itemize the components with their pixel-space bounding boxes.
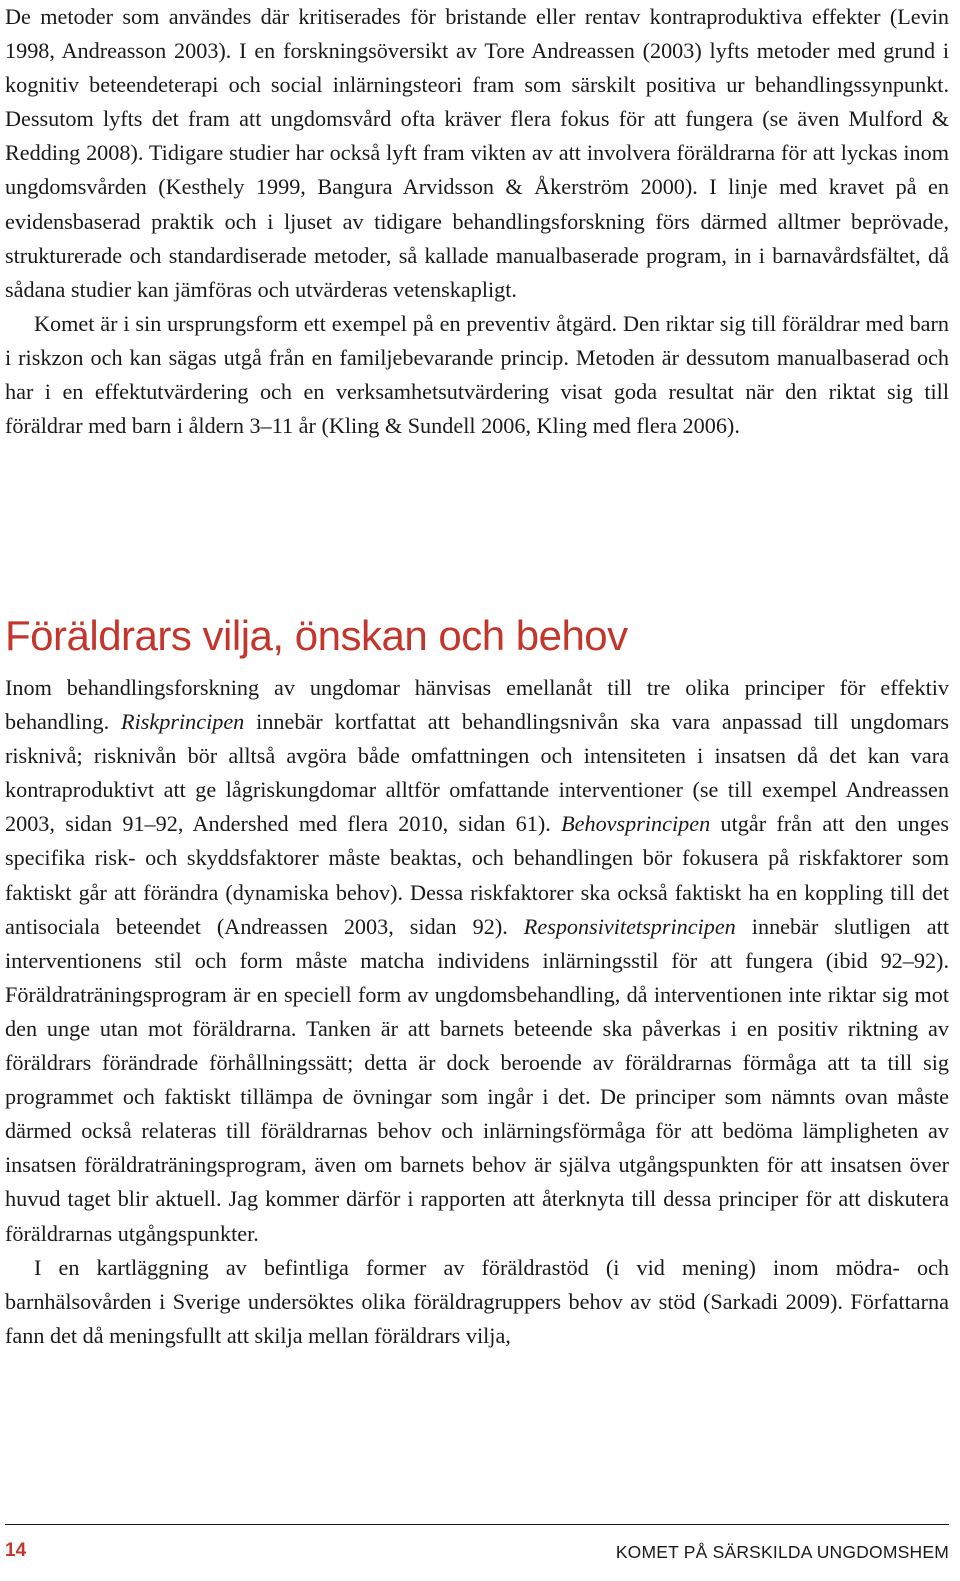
page-number: 14 <box>5 1540 27 1561</box>
section-paragraph-1 <box>5 671 949 1251</box>
body-paragraph-1: De metoder som användes där kritiserades för bristande eller rentav kontraproduktiva effekter (Levin 1998, Andreasson 2003). I en forskningsöversikt av Tore Andreassen (2003) lyfts metoder med grund i kognitiv beteendeterapi och social inlärningsteori fram som särskilt positiva ur behandlingssynpunkt. Dessutom lyfts det fram att ungdomsvård ofta kräver flera fokus för att fungera (se även Mulford & Redding 2008). Tidigare studier har också lyft fram vikten av att involvera föräldrarna för att lyckas inom ungdomsvården (Kesthely 1999, Bangura Arvidsson & Åkerström 2000). I linje med kravet på en evidensbaserad praktik och i ljuset av tidigare behandlingsforskning förs därmed alltmer beprövade, strukturerade och standardiserade metoder, så kallade manualbaserade program, in i barnavårdsfältet, då sådana studier kan jämföras och utvärderas vetenskapligt. <box>5 4 949 302</box>
section-text-block <box>5 671 949 1353</box>
term-responsivitetsprincipen: Responsivitetsprincipen <box>523 913 736 939</box>
section-heading: Föräldrars vilja, önskan och behov <box>5 612 628 659</box>
intro-text-block <box>5 0 949 443</box>
section-paragraph-1-part-a: Inom behandlingsforskning av ungdomar hänvisas emellanåt till tre olika principer för effektiv behandling. <box>5 675 949 735</box>
term-behovsprincipen: Behovsprincipen <box>561 811 711 837</box>
term-riskprincipen: Riskprincipen <box>121 709 245 735</box>
section-paragraph-1-part-b: innebär kortfattat att behandlingsnivån ska vara anpassad till ungdomars risknivå; risknivån bör alltså avgöra både omfattningen och intensiteten i insatsen då det kan vara kontraproduktivt att ge lågriskungdomar alltför omfattande interventioner (se till exempel Andreassen 2003, sidan 91–92, Andershed med flera 2010, sidan 61). <box>5 709 949 837</box>
section-paragraph-1-part-d: innebär slutligen att interventionens stil och form måste matcha individens inlärningsstil för att fungera (ibid 92–92). Föräldraträningsprogram är en speciell form av ungdomsbehandling, då interventionen inte riktar sig mot den unge utan mot föräldrarna. Tanken är att barnets beteende ska påverkas i en positiv riktning av föräldrars förändrade förhållningssätt; detta är dock beroende av föräldrarnas förmåga att ta till sig programmet och faktiskt tillämpa de övningar som ingår i det. De principer som nämnts ovan måste därmed också relateras till föräldrarnas behov och inlärningsförmåga för att bedöma lämpligheten av insatsen föräldraträningsprogram, även om barnets behov är själva utgångspunkten för att insatsen över huvud taget blir aktuell. Jag kommer därför i rapporten att återknyta till dessa principer för att diskutera föräldrarnas utgångspunkter. <box>5 913 949 1246</box>
section-paragraph-1-part-c: utgår från att den unges specifika risk- och skyddsfaktorer måste beaktas, och behandlingen bör fokusera på riskfaktorer som faktiskt går att förändra (dynamiska behov). Dessa riskfaktorer ska också faktiskt ha en koppling till det antisociala beteendet (Andreassen 2003, sidan 92). <box>5 811 949 939</box>
body-paragraph-2: Komet är i sin ursprungsform ett exempel på en preventiv åtgärd. Den riktar sig till föräldrar med barn i riskzon och kan sägas utgå från en familjebevarande princip. Metoden är dessutom manualbaserad och har i en effektutvärdering och en verksamhetsutvärdering visat goda resultat när den riktat sig till föräldrar med barn i åldern 3–11 år (Kling & Sundell 2006, Kling med flera 2006). <box>5 310 949 439</box>
section-paragraph-2: I en kartläggning av befintliga former av föräldrastöd (i vid mening) inom mödra- och barnhälsovården i Sverige undersöktes olika föräldragruppers behov av stöd (Sarkadi 2009). Författarna fann det då meningsfullt att skilja mellan föräldrars vilja, <box>5 1254 949 1348</box>
footer-divider <box>5 1524 949 1525</box>
running-title: KOMET PÅ SÄRSKILDA UNGDOMSHEM <box>615 1542 949 1562</box>
